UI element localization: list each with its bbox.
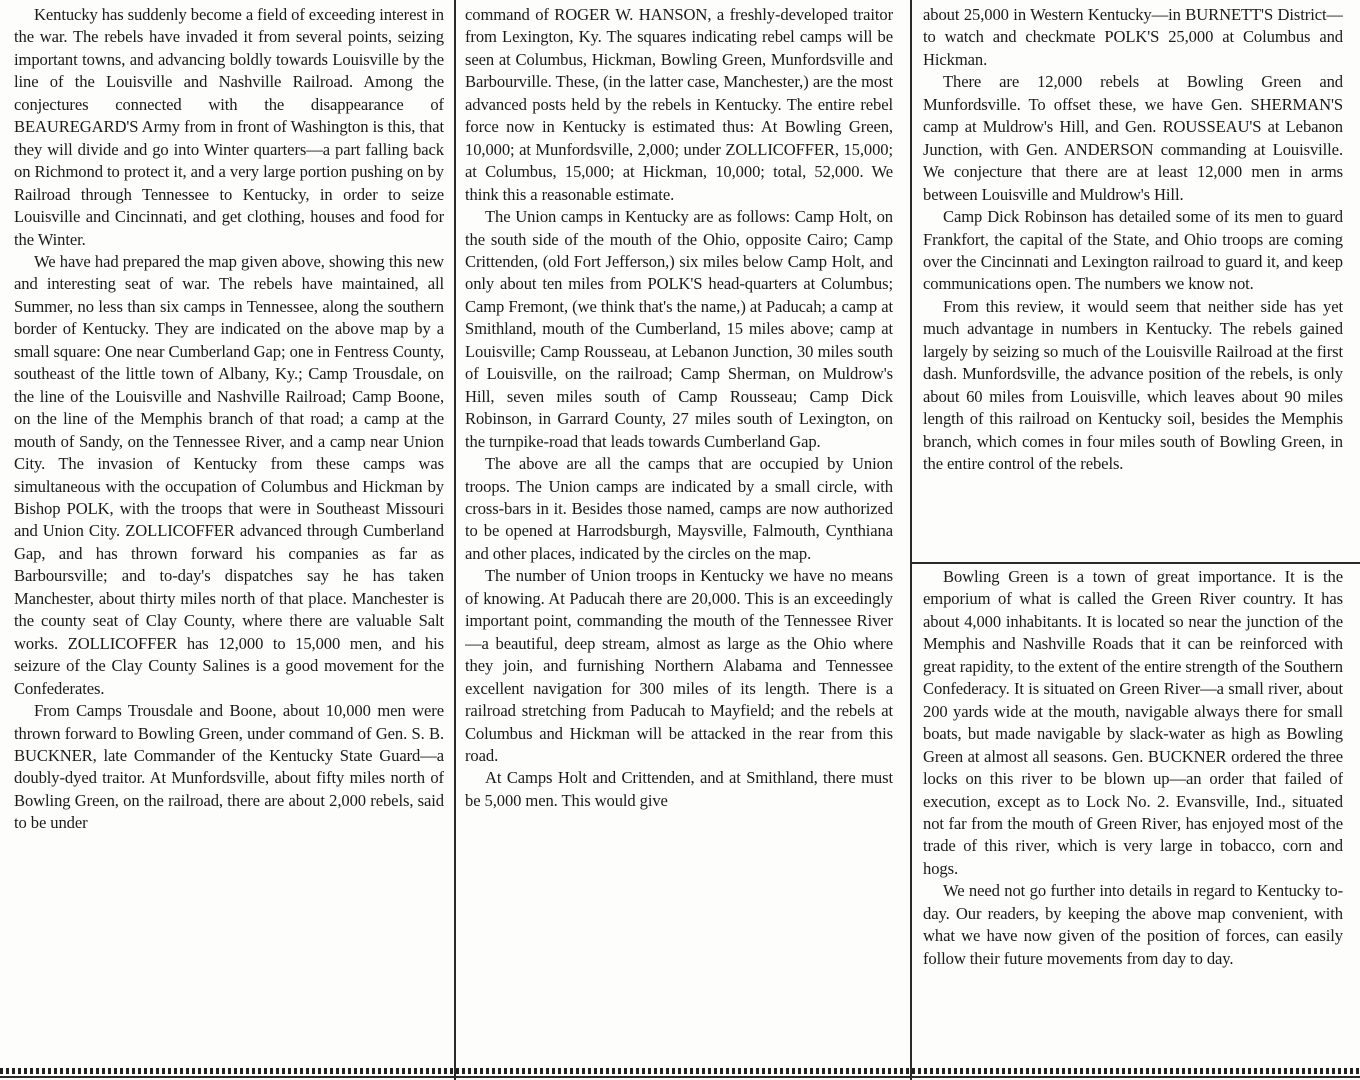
- paragraph: The above are all the camps that are occupied by Union troops. The Union camps are indicated by a small circle, with cross-bars in it. Besides those named, camps are now authorized to be opened at Harrodsburgh, Maysville, Falmouth, Cynthiana and other places, indicated by the circles on the map.: [465, 454, 893, 563]
- article-column-2: [465, 4, 893, 1056]
- paragraph: about 25,000 in Western Kentucky—in BURNETT'S District—to watch and checkmate POLK'S 25,000 at Columbus and Hickman.: [923, 5, 1343, 69]
- paragraph: At Camps Holt and Crittenden, and at Smithland, there must be 5,000 men. This would give: [465, 768, 893, 810]
- paragraph: Bowling Green is a town of great importance. It is the emporium of what is called the Green River country. It has about 4,000 inhabitants. It is located so near the junction of the Memphis and Nashville Roads that it can be reinforced with great rapidity, to the extent of the entire strength of the Southern Confederacy. It is situated on Green River—a small river, about 200 yards wide at the mouth, navigable always there for small boats, but made navigable by slack-water as high as Bowling Green at almost all seasons. Gen. BUCKNER ordered the three locks on this river to be blown up—an order that failed of execution, except as to Lock No. 2. Evansville, Ind., situated not far from the mouth of Green River, has enjoyed most of the trade of this river, which is very large in tobacco, corn and hogs.: [923, 567, 1343, 878]
- paragraph: command of ROGER W. HANSON, a freshly-developed traitor from Lexington, Ky. The squares indicating rebel camps will be seen at Columbus, Hickman, Bowling Green, Munfordsville and Barbourville. These, (in the latter case, Manchester,) are the most advanced posts held by the rebels in Kentucky. The entire rebel force now in Kentucky is estimated thus: At Bowling Green, 10,000; at Munfordsville, 2,000; under ZOLLICOFFER, 15,000; at Columbus, 15,000; at Hickman, 10,000; total, 52,000. We think this a reasonable estimate.: [465, 5, 893, 204]
- article-column-3-continued: [923, 566, 1343, 1060]
- paragraph: Camp Dick Robinson has detailed some of its men to guard Frankfort, the capital of the State, and Ohio troops are coming over the Cincinnati and Lexington railroad to guard it, and keep communications open. The numbers we know not.: [923, 207, 1343, 294]
- column-rule-1: [454, 0, 456, 1080]
- paragraph: There are 12,000 rebels at Bowling Green and Munfordsville. To offset these, we have Gen. SHERMAN'S camp at Muldrow's Hill, and Gen. ROUSSEAU'S at Lebanon Junction, with Gen. ANDERSON commanding at Louisville. We conjecture that there are at least 12,000 men in arms between Louisville and Muldrow's Hill.: [923, 72, 1343, 204]
- article-column-1: [14, 4, 444, 1056]
- bottom-border-rule: [0, 1068, 1360, 1074]
- paragraph: The number of Union troops in Kentucky we have no means of knowing. At Paducah there are 20,000. This is an exceedingly important point, commanding the mouth of the Tennessee River—a beautiful, deep stream, almost as large as the Ohio where they join, and furnishing Northern Alabama and Tennessee excellent navigation for 300 miles of its length. There is a railroad stretching from Paducah to Mayfield; and the rebels at Columbus and Hickman will be attacked in the rear from this road.: [465, 566, 893, 765]
- clipping-seam: [912, 562, 1360, 564]
- paragraph: We need not go further into details in regard to Kentucky to-day. Our readers, by keeping the above map convenient, with what we have now given of the position of forces, can easily follow their future movements from day to day.: [923, 881, 1343, 968]
- paragraph: We have had prepared the map given above, showing this new and interesting seat of war. The rebels have maintained, all Summer, no less than six camps in Tennessee, along the southern border of Kentucky. They are indicated on the above map by a small square: One near Cumberland Gap; one in Fentress County, southeast of the little town of Albany, Ky.; Camp Trousdale, on the line of the Louisville and Nashville Railroad; Camp Boone, on the line of the Memphis branch of that road; a camp at the mouth of Sandy, on the Tennessee River, and a camp near Union City. The invasion of Kentucky from these camps was simultaneous with the occupation of Columbus and Hickman by Bishop POLK, with the troops that were in Southeast Missouri and Union City. ZOLLICOFFER advanced through Cumberland Gap, and has thrown forward his companies as far as Barboursville; and to-day's dispatches say he has taken Manchester, about thirty miles north of that place. Manchester is the county seat of Clay County, where there are valuable Salt works. ZOLLICOFFER has 12,000 to 15,000 men, and his seizure of the Clay County Salines is a good movement for the Confederates.: [14, 251, 444, 698]
- column-rule-2: [910, 0, 912, 1080]
- paragraph: From Camps Trousdale and Boone, about 10,000 men were thrown forward to Bowling Green, under command of Gen. S. B. BUCKNER, late Commander of the Kentucky State Guard—a doubly-dyed traitor. At Munfordsville, about fifty miles north of Bowling Green, on the railroad, there are about 2,000 rebels, said to be under: [14, 701, 444, 833]
- paragraph: From this review, it would seem that neither side has yet much advantage in numbers in Kentucky. The rebels gained largely by seizing so much of the Louisville Railroad at the first dash. Munfordsville, the advance position of the rebels, is only about 60 miles from Louisville, which leaves about 90 miles length of this railroad on Kentucky soil, besides the Memphis branch, which comes in four miles south of Bowling Green, in the entire control of the rebels.: [923, 296, 1343, 474]
- paragraph: Kentucky has suddenly become a field of exceeding interest in the war. The rebels have invaded it from several points, seizing important towns, and advancing boldly towards Louisville by the line of the Louisville and Nashville Railroad. Among the conjectures connected with the disappearance of BEAUREGARD'S Army from in front of Washington is this, that they will divide and go into Winter quarters—a part falling back on Richmond to protect it, and a very large portion pushing on by Railroad through Tennessee to Kentucky, in order to seize Louisville and Cincinnati, and get clothing, houses and food for the Winter.: [14, 5, 444, 249]
- paragraph: The Union camps in Kentucky are as follows: Camp Holt, on the south side of the mouth of the Ohio, opposite Cairo; Camp Crittenden, (old Fort Jefferson,) six miles below Camp Holt, and only about ten miles from POLK'S head-quarters at Columbus; Camp Fremont, (we think that's the name,) at Paducah; a camp at Smithland, mouth of the Cumberland, 15 miles above; camp at Louisville; Camp Rousseau, at Lebanon Junction, 30 miles south of Louisville, on the railroad; Camp Sherman, on Muldrow's Hill, seven miles south of Camp Rousseau; Camp Dick Robinson, in Garrard County, 27 miles south of Lexington, on the turnpike-road that leads towards Cumberland Gap.: [465, 207, 893, 451]
- article-column-3: [923, 4, 1343, 560]
- bottom-rule: [0, 1076, 1360, 1078]
